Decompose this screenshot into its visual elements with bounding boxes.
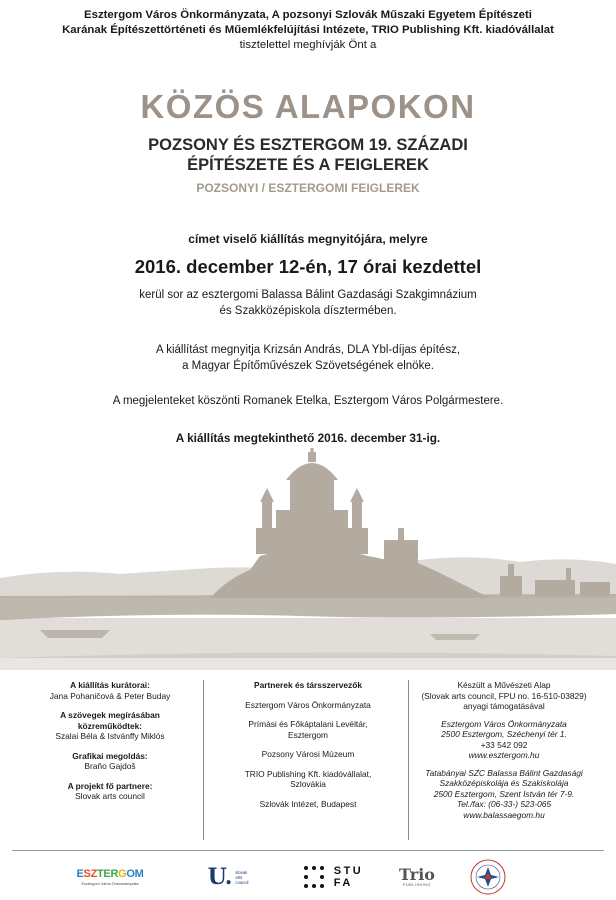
main-partner-name: Slovak arts council xyxy=(75,791,145,801)
slovak-arts-council-text: slovak arts council xyxy=(235,869,249,885)
exhibition-subtitle xyxy=(0,135,616,175)
school-line-1: Tatabányai SZC Balassa Bálint Gazdasági xyxy=(425,767,583,778)
partner-2-line-1: Prímási és Főkáptalani Levéltár, xyxy=(248,719,368,729)
stu-fa-logo xyxy=(288,858,378,896)
graphics-label: Grafikai megoldás: xyxy=(72,750,148,761)
venue-line-2: és Szakközépiskola dísztermében. xyxy=(219,305,397,317)
exhibition-secondary-title: POZSONYI / ESZTERGOMI FEIGLEREK xyxy=(196,181,420,195)
texts-names: Szalai Béla & Istvánffy Miklós xyxy=(55,731,165,741)
texts-label-line-1: A szövegek megírásában xyxy=(60,710,160,720)
partner-4-line-2: Szlovákia xyxy=(290,779,326,789)
partner-4-line-1: TRIO Publishing Kft. kiadóvállalat, xyxy=(244,768,372,779)
organizers-line-1: Esztergom Város Önkormányzata, A pozsonyi Szlovák Műszaki Egyetem Építészeti xyxy=(84,9,532,21)
stu-fa-text: STU FA xyxy=(333,865,364,889)
invitation-header xyxy=(0,8,616,53)
partner-5: Szlovák Intézet, Budapest xyxy=(259,798,357,809)
school-phone: Tel./fax: (06-33-) 523-065 xyxy=(456,799,552,809)
city-name: Esztergom Város Önkormányzata xyxy=(441,718,567,729)
sponsor-logos xyxy=(0,858,616,896)
support-column xyxy=(404,680,604,820)
exhibition-title: KÖZÖS ALAPOKON xyxy=(140,88,476,125)
greeting-text: A megjelenteket köszönti Romanek Etelka, Esztergom Város Polgármestere. xyxy=(112,395,504,407)
venue-line-1: kerül sor az esztergomi Balassa Bálint Gazdasági Szakgimnázium xyxy=(139,289,477,301)
graphics-name: Braňo Gajdoš xyxy=(84,761,136,771)
school-website: www.balassaegom.hu xyxy=(463,809,545,820)
support-line-1: Készült a Művészeti Alap xyxy=(457,680,551,690)
credits-column xyxy=(20,680,200,802)
logos-divider xyxy=(12,850,604,851)
opening-line-1: A kiállítást megnyitja Krizsán András, DLA Ybl-díjas építész, xyxy=(155,344,461,356)
partner-2-line-2: Esztergom xyxy=(287,729,329,740)
subtitle-line-2: ÉPÍTÉSZETE ÉS A FEIGLEREK xyxy=(187,156,429,174)
balassa-seal-icon xyxy=(469,858,507,896)
esztergom-logo-caption: Esztergom Város Önkormányzata xyxy=(81,882,139,886)
esztergom-wordmark: ESZTERGOM xyxy=(76,868,144,880)
intro-text: címet viselő kiállítás megnyitójára, melyre xyxy=(188,232,428,246)
support-line-3: anyagi támogatásával xyxy=(463,701,545,711)
balassa-school-logo xyxy=(468,858,508,896)
credits-section xyxy=(0,680,616,850)
invite-line: tisztelettel meghívják Önt a xyxy=(239,39,377,51)
trio-caption: PUBLISHING xyxy=(403,883,431,887)
city-phone: +33 542 092 xyxy=(480,739,528,750)
support-line-2: (Slovak arts council, FPU no. 16-510-03829) xyxy=(421,690,587,701)
opening-date: 2016. december 12-én, 17 órai kezdettel xyxy=(134,256,482,277)
viewing-period: A kiállítás megtekinthető 2016. december 31-ig. xyxy=(175,431,441,445)
esztergom-basilica-illustration xyxy=(0,448,616,670)
partner-1: Esztergom Város Önkormányzata xyxy=(245,699,371,710)
stu-fa-dots-icon xyxy=(303,865,329,889)
slovak-arts-council-logo xyxy=(198,858,258,896)
partner-3: Pozsony Városi Múzeum xyxy=(261,749,355,759)
curators-names: Jana Pohaničová & Peter Buday xyxy=(49,690,171,701)
slovak-arts-council-mark: U. xyxy=(207,864,233,890)
partners-heading: Partnerek és társszervezők xyxy=(253,680,362,690)
main-partner-label: A projekt fő partnere: xyxy=(67,780,153,791)
city-address: 2500 Esztergom, Széchenyi tér 1. xyxy=(441,729,567,739)
trio-wordmark: Trio xyxy=(399,865,435,884)
partners-column xyxy=(212,680,404,809)
column-divider xyxy=(203,680,204,840)
opening-speaker-text xyxy=(0,342,616,374)
venue-text xyxy=(0,287,616,319)
trio-publishing-logo xyxy=(392,858,442,896)
opening-line-2: a Magyar Építőművészek Szövetségének elnöke. xyxy=(182,360,434,372)
subtitle-line-1: POZSONY ÉS ESZTERGOM 19. SZÁZADI xyxy=(148,136,468,154)
school-address: 2500 Esztergom, Szent István tér 7-9. xyxy=(433,788,575,799)
curators-label: A kiállítás kurátorai: xyxy=(70,680,150,690)
city-website: www.esztergom.hu xyxy=(468,750,540,760)
organizers-line-2: Karának Építészettörténeti és Műemlékfelújítási Intézete, TRIO Publishing Kft. kiadóvállalat xyxy=(62,24,554,36)
texts-label-line-2: közreműködtek: xyxy=(77,720,143,731)
school-line-2: Szakközépiskolája és Szakiskolája xyxy=(439,778,569,788)
esztergom-logo xyxy=(62,858,158,896)
